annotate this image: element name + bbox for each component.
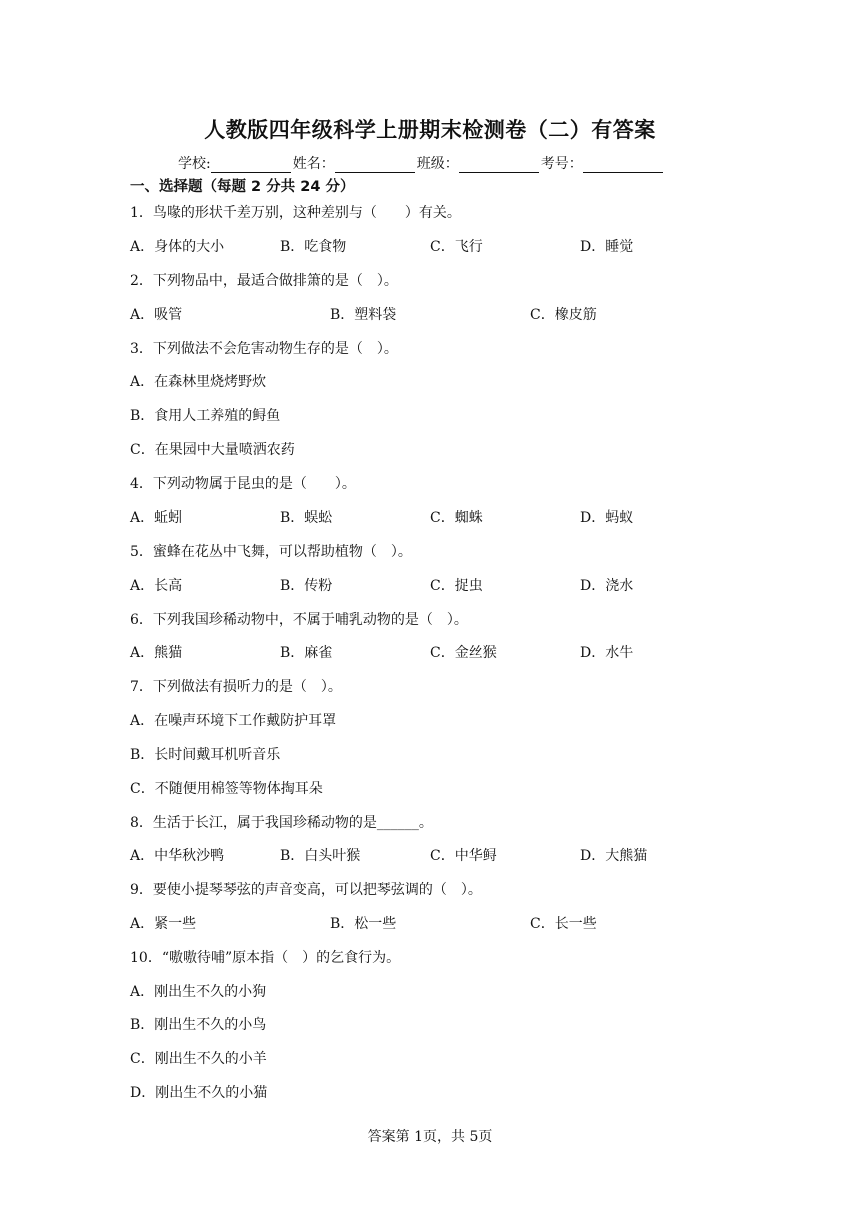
name-label: 姓名： — [292, 156, 335, 172]
class-label: 班级： — [416, 156, 459, 172]
question-stem: 10．“嗷嗷待哺”原本指（ ）的乞食行为。 — [130, 950, 401, 966]
option: C．蜘蛛 — [430, 510, 483, 526]
option: A．熊猫 — [130, 645, 183, 661]
option: A．身体的大小 — [130, 239, 225, 255]
student-info-line — [178, 153, 665, 173]
option: C．在果园中大量喷洒农药 — [130, 442, 295, 458]
name-blank[interactable] — [335, 158, 415, 173]
section-heading: 一、选择题（每题 2 分共 24 分） — [130, 179, 355, 195]
option: D．浇水 — [580, 578, 634, 594]
option: C．捉虫 — [430, 578, 483, 594]
question-stem: 2．下列物品中，最适合做排箫的是（ ）。 — [130, 273, 398, 289]
option: D．水牛 — [580, 645, 634, 661]
page-title: 人教版四年级科学上册期末检测卷（二）有答案 — [204, 118, 656, 142]
option: C．橡皮筋 — [530, 307, 597, 323]
exam-no-label: 考号： — [540, 156, 583, 172]
option: A．长高 — [130, 578, 183, 594]
option: A．中华秋沙鸭 — [130, 848, 225, 864]
question-stem: 5．蜜蜂在花丛中飞舞，可以帮助植物（ ）。 — [130, 544, 412, 560]
option: B．白头叶猴 — [280, 848, 361, 864]
option: B．长时间戴耳机听音乐 — [130, 747, 281, 763]
option: A．紧一些 — [130, 916, 197, 932]
question-stem: 3．下列做法不会危害动物生存的是（ ）。 — [130, 341, 398, 357]
option: B．传粉 — [280, 578, 333, 594]
option: A．蚯蚓 — [130, 510, 183, 526]
option: C．长一些 — [530, 916, 597, 932]
option: C．刚出生不久的小羊 — [130, 1051, 267, 1067]
option: D．睡觉 — [580, 239, 634, 255]
option: B．食用人工养殖的鲟鱼 — [130, 408, 281, 424]
option: A．在噪声环境下工作戴防护耳罩 — [130, 713, 337, 729]
option: D．刚出生不久的小猫 — [130, 1085, 268, 1101]
option: D．大熊猫 — [580, 848, 648, 864]
question-stem: 1．鸟喙的形状千差万别，这种差别与（ ）有关。 — [130, 205, 461, 221]
page-footer: 答案第 1页，共 5页 — [367, 1129, 493, 1145]
question-stem: 6．下列我国珍稀动物中，不属于哺乳动物的是（ ）。 — [130, 612, 468, 628]
school-label: 学校: — [178, 156, 211, 172]
question-stem: 9．要使小提琴琴弦的声音变高，可以把琴弦调的（ ）。 — [130, 882, 482, 898]
option: A．吸管 — [130, 307, 183, 323]
option: C．飞行 — [430, 239, 483, 255]
option: A．在森林里烧烤野炊 — [130, 374, 267, 390]
option: A．刚出生不久的小狗 — [130, 984, 267, 1000]
question-stem: 8．生活于长江，属于我国珍稀动物的是______。 — [130, 815, 433, 831]
option: B．塑料袋 — [330, 307, 397, 323]
option: D．蚂蚁 — [580, 510, 634, 526]
option: B．吃食物 — [280, 239, 347, 255]
option: C．金丝猴 — [430, 645, 497, 661]
exam-no-blank[interactable] — [583, 158, 663, 173]
option: B．松一些 — [330, 916, 397, 932]
option: B．麻雀 — [280, 645, 333, 661]
option: C．不随便用棉签等物体掏耳朵 — [130, 781, 323, 797]
question-stem: 7．下列做法有损听力的是（ ）。 — [130, 679, 342, 695]
class-blank[interactable] — [459, 158, 539, 173]
school-blank[interactable] — [211, 158, 291, 173]
option: B．蜈蚣 — [280, 510, 333, 526]
question-stem: 4．下列动物属于昆虫的是（ ）。 — [130, 476, 356, 492]
option: B．刚出生不久的小鸟 — [130, 1017, 267, 1033]
option: C．中华鲟 — [430, 848, 497, 864]
